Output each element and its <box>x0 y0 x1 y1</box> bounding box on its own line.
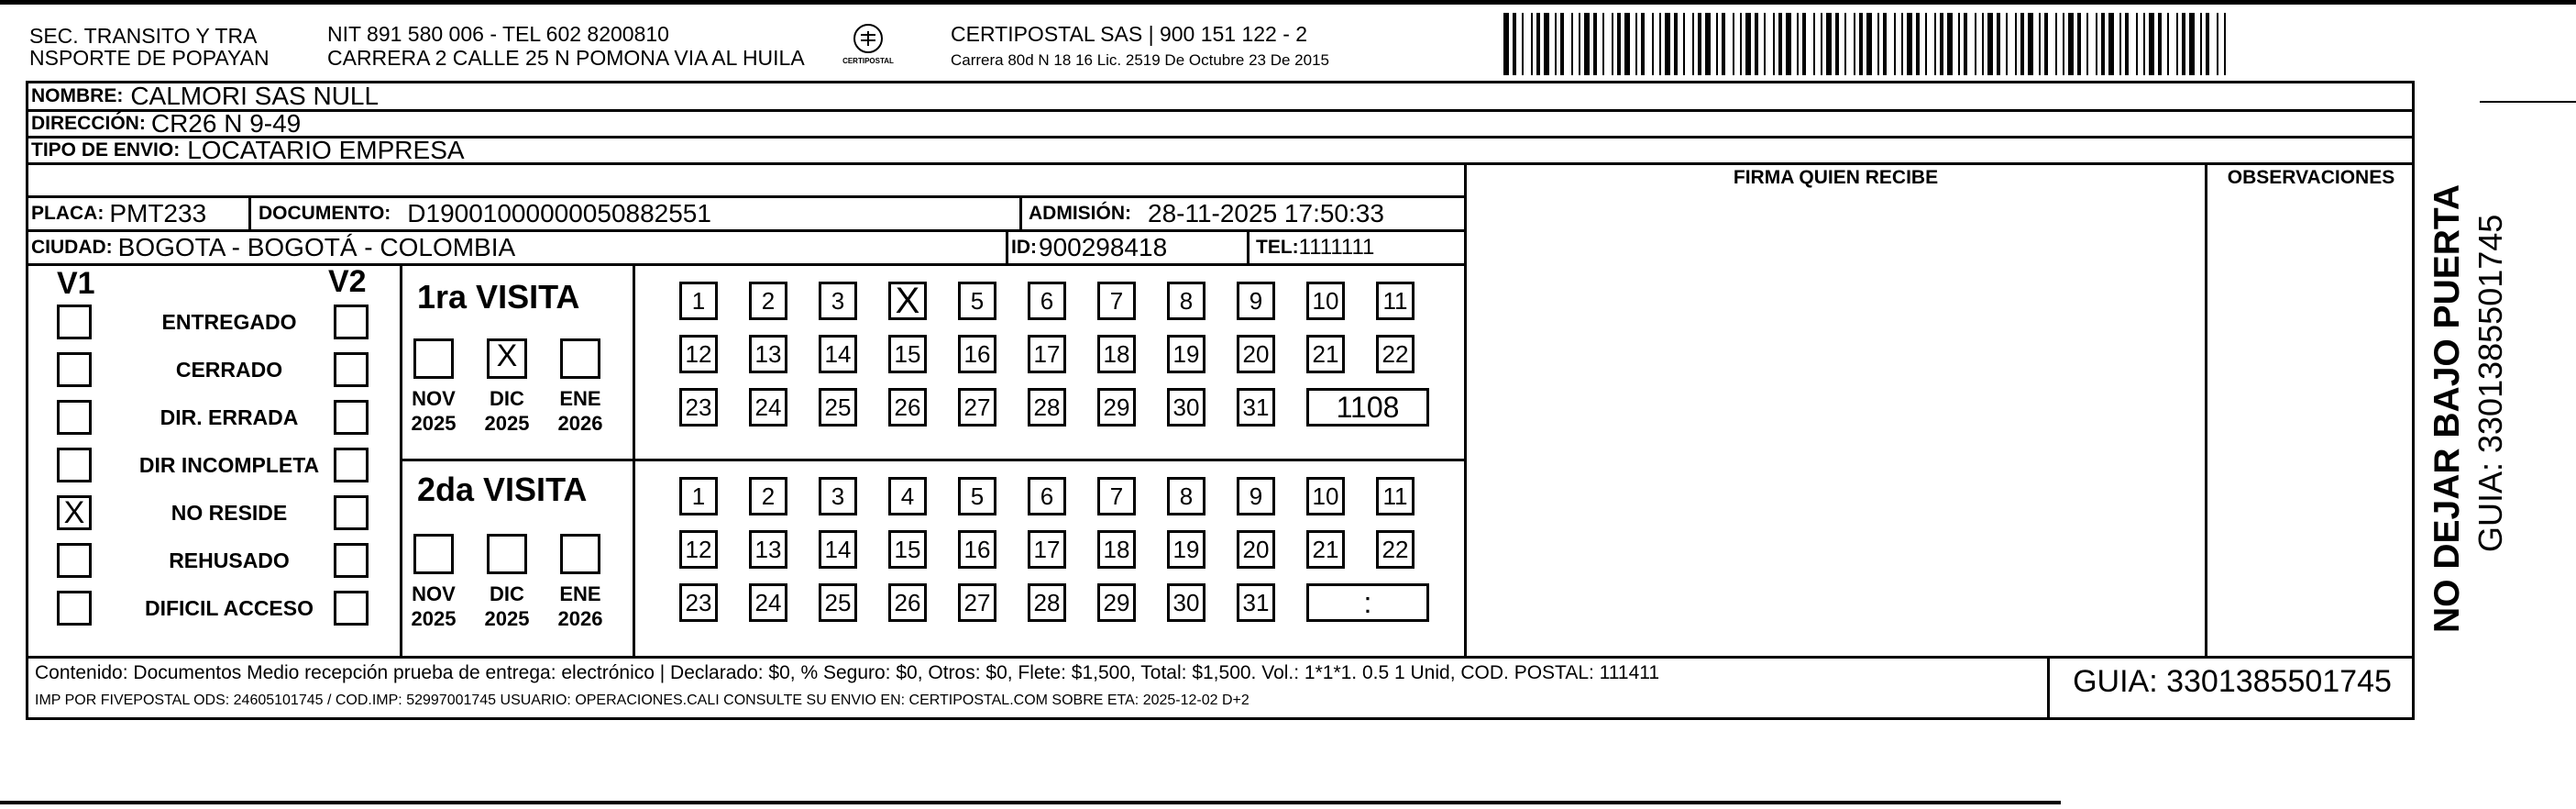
plate-value: PMT233 <box>109 198 207 227</box>
visit2-day-box[interactable]: 21 <box>1306 530 1345 569</box>
v1-checkbox[interactable] <box>57 448 92 482</box>
v2-checkbox[interactable] <box>334 400 369 435</box>
visit2-day-box[interactable]: 8 <box>1167 477 1205 515</box>
visit2-day-box[interactable]: 28 <box>1028 583 1066 622</box>
visit2-day-box[interactable]: 3 <box>819 477 857 515</box>
visit2-day-box[interactable]: 29 <box>1097 583 1136 622</box>
v2-checkbox[interactable] <box>334 305 369 339</box>
city-value: BOGOTA - BOGOTÁ - COLOMBIA <box>117 232 516 261</box>
visit1-time-box[interactable]: 1108 <box>1306 388 1429 427</box>
visit1-day-box[interactable]: X <box>888 282 927 320</box>
visit1-day-box[interactable]: 26 <box>888 388 927 427</box>
city-label: CIUDAD: <box>31 236 113 258</box>
shipping-type-value: LOCATARIO EMPRESA <box>187 135 465 164</box>
v2-checkbox[interactable] <box>334 543 369 578</box>
visit2-day-box[interactable]: 11 <box>1376 477 1415 515</box>
visit2-day-box[interactable]: 12 <box>679 530 718 569</box>
visit1-day-box[interactable]: 29 <box>1097 388 1136 427</box>
courier-line-2: Carrera 80d N 18 16 Lic. 2519 De Octubre 23 De 2015 <box>951 51 1329 69</box>
tel-field <box>1256 230 1374 264</box>
visit1-day-box[interactable]: 27 <box>958 388 996 427</box>
v1-checkbox[interactable] <box>57 543 92 578</box>
visit2-day-box[interactable]: 13 <box>749 530 787 569</box>
visit1-day-box[interactable]: 19 <box>1167 335 1205 373</box>
v1-checkbox[interactable]: X <box>57 495 92 530</box>
content-line: Contenido: Documentos Medio recepción prueba de entrega: electrónico | Declarado: $0, % Seguro: $0, Otros: $0, Flete: $1,500, Total: $1,500. Vol.: 1*1*1. 0.5 1 Unid, COD. POSTAL: 111411 <box>35 662 1660 683</box>
visit2-day-box[interactable]: 27 <box>958 583 996 622</box>
v2-checkbox[interactable] <box>334 448 369 482</box>
visit2-month-name: NOV <box>412 582 456 605</box>
visit1-month-year: 2025 <box>411 412 457 435</box>
visit1-day-box[interactable]: 13 <box>749 335 787 373</box>
nit-line: NIT 891 580 006 - TEL 602 8200810 <box>327 22 669 46</box>
visit1-title: 1ra VISITA <box>417 278 580 316</box>
document-field <box>259 196 711 230</box>
visit2-day-box[interactable]: 25 <box>819 583 857 622</box>
visit2-month-checkbox[interactable] <box>560 534 600 574</box>
admission-label: ADMISIÓN: <box>1029 202 1131 224</box>
visit2-day-box[interactable]: 14 <box>819 530 857 569</box>
visit1-day-box[interactable]: 31 <box>1237 388 1275 427</box>
name-row <box>31 83 379 110</box>
status-label: REHUSADO <box>169 549 290 572</box>
v1-checkbox[interactable] <box>57 591 92 626</box>
visit2-time-box[interactable]: : <box>1306 583 1429 622</box>
visit2-day-box[interactable]: 26 <box>888 583 927 622</box>
visit2-day-box[interactable]: 18 <box>1097 530 1136 569</box>
plate-field <box>31 196 206 230</box>
observations-header: OBSERVACIONES <box>2227 167 2395 188</box>
address-line: CARRERA 2 CALLE 25 N POMONA VIA AL HUILA <box>327 46 805 70</box>
visit2-day-box[interactable]: 22 <box>1376 530 1415 569</box>
visit2-title: 2da VISITA <box>417 471 588 508</box>
id-field <box>1011 230 1167 264</box>
visit2-day-box[interactable]: 6 <box>1028 477 1066 515</box>
status-label: CERRADO <box>175 358 283 382</box>
visit1-day-box[interactable]: 23 <box>679 388 718 427</box>
visit2-day-box[interactable]: 19 <box>1167 530 1205 569</box>
address-label: DIRECCIÓN: <box>31 112 146 134</box>
visit1-day-box[interactable]: 12 <box>679 335 718 373</box>
sender-line-1: SEC. TRANSITO Y TRA <box>29 24 258 48</box>
visit1-month-name: DIC <box>490 387 524 410</box>
top-border <box>0 0 2576 5</box>
visit1-month-checkbox[interactable] <box>413 338 454 379</box>
v1-label: V1 <box>57 266 95 301</box>
tel-value: 1111111 <box>1298 234 1375 260</box>
sender-line-2: NSPORTE DE POPAYAN <box>29 46 270 70</box>
v2-label: V2 <box>328 264 367 299</box>
visit2-month-checkbox[interactable] <box>487 534 527 574</box>
visit1-day-box[interactable]: 16 <box>958 335 996 373</box>
document-value: D19001000000050882551 <box>407 198 711 227</box>
name-value: CALMORI SAS NULL <box>130 82 380 110</box>
visit1-day-box[interactable]: 3 <box>819 282 857 320</box>
visit1-month-name: ENE <box>559 387 601 410</box>
visit1-day-box[interactable]: 21 <box>1306 335 1345 373</box>
document-label: DOCUMENTO: <box>259 202 391 224</box>
status-label: NO RESIDE <box>171 501 288 525</box>
courier-line-1: CERTIPOSTAL SAS | 900 151 122 - 2 <box>951 22 1308 46</box>
id-value: 900298418 <box>1039 232 1168 261</box>
status-label: DIR. ERRADA <box>160 405 299 429</box>
shipping-type-row <box>31 137 465 163</box>
admission-field <box>1029 196 1384 230</box>
status-label: DIFICIL ACCESO <box>144 596 314 620</box>
visit1-day-box[interactable]: 24 <box>749 388 787 427</box>
v2-checkbox[interactable] <box>334 591 369 626</box>
visit1-month-year: 2025 <box>484 412 530 435</box>
side-warning: NO DEJAR BAJO PUERTA <box>2427 183 2467 633</box>
id-label: ID: <box>1011 236 1037 258</box>
visit1-day-box[interactable]: 25 <box>819 388 857 427</box>
address-value: CR26 N 9-49 <box>150 108 302 138</box>
status-label: DIR INCOMPLETA <box>138 453 320 477</box>
admission-value: 28-11-2025 17:50:33 <box>1148 198 1384 227</box>
visit1-day-box[interactable]: 2 <box>749 282 787 320</box>
name-label: NOMBRE: <box>31 85 124 106</box>
visit1-day-box[interactable]: 8 <box>1167 282 1205 320</box>
visit2-day-box[interactable]: 31 <box>1237 583 1275 622</box>
visit2-month-name: ENE <box>559 582 601 605</box>
visit2-day-box[interactable]: 10 <box>1306 477 1345 515</box>
visit2-day-box[interactable]: 23 <box>679 583 718 622</box>
v1-checkbox[interactable] <box>57 400 92 435</box>
visit2-month-name: DIC <box>490 582 524 605</box>
shipping-type-label: TIPO DE ENVIO: <box>31 139 181 161</box>
visit2-month-year: 2025 <box>411 607 457 630</box>
visit1-day-box[interactable]: 11 <box>1376 282 1415 320</box>
imp-line: IMP POR FIVEPOSTAL ODS: 24605101745 / COD.IMP: 52997001745 USUARIO: OPERACIONES.CALI CONSULTE SU ENVIO EN: CERTIPOSTAL.COM SOBRE ETA: 2025-12-02 D+2 <box>35 693 1249 708</box>
visit1-day-box[interactable]: 7 <box>1097 282 1136 320</box>
bottom-rule <box>0 801 2061 804</box>
courier-logo <box>836 20 900 72</box>
v1-checkbox[interactable] <box>57 352 92 387</box>
visit1-day-box[interactable]: 15 <box>888 335 927 373</box>
visit1-month-checkbox[interactable] <box>560 338 600 379</box>
visit2-month-year: 2025 <box>484 607 530 630</box>
visit2-day-box[interactable]: 1 <box>679 477 718 515</box>
signature-header: FIRMA QUIEN RECIBE <box>1733 167 1939 188</box>
visit1-day-box[interactable]: 22 <box>1376 335 1415 373</box>
visit2-day-box[interactable]: 30 <box>1167 583 1205 622</box>
visit1-month-checkbox[interactable]: X <box>487 338 527 379</box>
v2-checkbox[interactable] <box>334 352 369 387</box>
side-guide: GUIA: 3301385501745 <box>2471 214 2509 552</box>
visit1-day-box[interactable]: 18 <box>1097 335 1136 373</box>
footer-guide: GUIA: 3301385501745 <box>2073 664 2392 699</box>
plate-label: PLACA: <box>31 202 105 224</box>
visit1-month-name: NOV <box>412 387 456 410</box>
visit1-day-box[interactable]: 6 <box>1028 282 1066 320</box>
visit1-day-box[interactable]: 20 <box>1237 335 1275 373</box>
visit1-day-box[interactable]: 30 <box>1167 388 1205 427</box>
visit2-day-box[interactable]: 17 <box>1028 530 1066 569</box>
visit1-day-box[interactable]: 14 <box>819 335 857 373</box>
visit2-day-box[interactable]: 20 <box>1237 530 1275 569</box>
visit1-day-box[interactable]: 10 <box>1306 282 1345 320</box>
barcode <box>1503 13 2237 75</box>
visit2-day-box[interactable]: 16 <box>958 530 996 569</box>
visit2-day-box[interactable]: 5 <box>958 477 996 515</box>
tel-label: TEL: <box>1256 236 1299 258</box>
visit1-day-box[interactable]: 1 <box>679 282 718 320</box>
status-label: ENTREGADO <box>161 310 297 334</box>
v1-checkbox[interactable] <box>57 305 92 339</box>
visit1-month-year: 2026 <box>557 412 603 435</box>
visit2-day-box[interactable]: 24 <box>749 583 787 622</box>
visit2-day-box[interactable]: 4 <box>888 477 927 515</box>
visit2-day-box[interactable]: 2 <box>749 477 787 515</box>
side-rule <box>2480 101 2576 103</box>
visit1-day-box[interactable]: 28 <box>1028 388 1066 427</box>
address-row <box>31 110 301 137</box>
v2-checkbox[interactable] <box>334 495 369 530</box>
visit2-month-year: 2026 <box>557 607 603 630</box>
visit2-day-box[interactable]: 9 <box>1237 477 1275 515</box>
visit2-month-checkbox[interactable] <box>413 534 454 574</box>
visit1-day-box[interactable]: 5 <box>958 282 996 320</box>
city-field <box>31 230 515 264</box>
visit2-day-box[interactable]: 7 <box>1097 477 1136 515</box>
logo-text: CERTIPOSTAL <box>842 57 894 65</box>
visit1-day-box[interactable]: 9 <box>1237 282 1275 320</box>
visit2-day-box[interactable]: 15 <box>888 530 927 569</box>
visit1-day-box[interactable]: 17 <box>1028 335 1066 373</box>
